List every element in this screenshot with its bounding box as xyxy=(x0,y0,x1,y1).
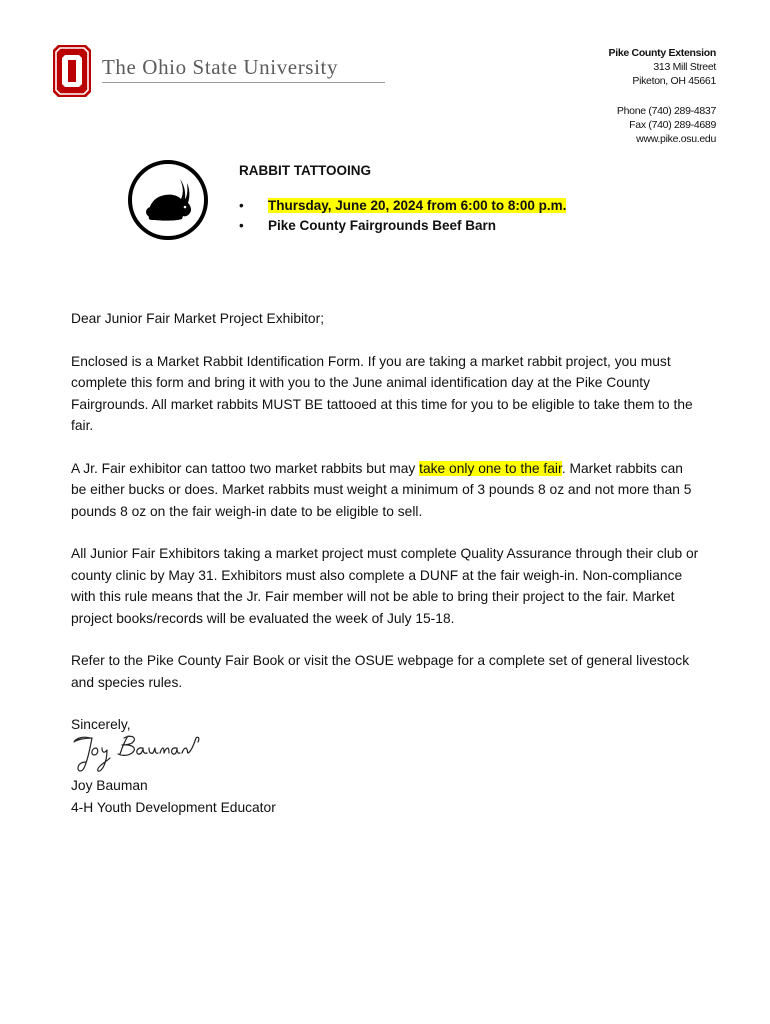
bullet: • xyxy=(239,218,244,233)
event-title: RABBIT TATTOOING xyxy=(239,163,371,178)
handwritten-signature xyxy=(70,728,210,776)
closing: Sincerely, xyxy=(71,717,131,732)
paragraph-1: Enclosed is a Market Rabbit Identification Form. If you are taking a market rabbit project, you must complete this form and bring it with you to the June animal identification day at the Pike County Fairgrounds. All market rabbits MUST BE tattooed at this time for you to be eligible to take them to the fair. xyxy=(71,353,693,433)
signer-name: Joy Bauman xyxy=(71,778,148,793)
university-name: The Ohio State University xyxy=(102,55,339,79)
office-city: Piketon, OH 45661 xyxy=(632,75,716,87)
office-fax: Fax (740) 289-4689 xyxy=(629,119,716,131)
letter-body xyxy=(71,308,701,757)
signer-block xyxy=(71,775,276,818)
logo-underline xyxy=(102,82,385,83)
office-phone: Phone (740) 289-4837 xyxy=(616,105,716,117)
event-location: Pike County Fairgrounds Beef Barn xyxy=(268,218,497,233)
bullet: • xyxy=(239,198,244,213)
paragraph-2-end: . Market rabbits can be either bucks or does. Market rabbits must weight a minimum of 3 pounds 8 oz and not more than 5 pounds 8 oz on the fair weigh-in date to be eligible to sell. xyxy=(71,460,692,519)
highlighted-text: take only one to the fair xyxy=(419,460,562,476)
paragraph-4: Refer to the Pike County Fair Book or visit the OSUE webpage for a complete set of general livestock and species rules. xyxy=(71,653,690,690)
salutation: Dear Junior Fair Market Project Exhibitor; xyxy=(71,311,325,326)
event-date: Thursday, June 20, 2024 from 6:00 to 8:00 p.m. xyxy=(268,198,567,213)
paragraph-2-start: A Jr. Fair exhibitor can tattoo two market rabbits but may xyxy=(71,460,420,476)
paragraph-2 xyxy=(71,458,701,523)
rabbit-icon xyxy=(127,159,209,241)
signer-title: 4-H Youth Development Educator xyxy=(71,799,276,815)
office-contact xyxy=(609,46,716,146)
event-info xyxy=(239,163,566,236)
event-location-item xyxy=(239,216,566,236)
office-web: www.pike.osu.edu xyxy=(636,133,716,145)
event-date-item xyxy=(239,196,566,216)
block-o-icon xyxy=(52,44,92,98)
office-street: 313 Mill Street xyxy=(653,61,716,73)
event-details xyxy=(239,196,566,236)
office-name: Pike County Extension xyxy=(608,47,716,59)
paragraph-3: All Junior Fair Exhibitors taking a market project must complete Quality Assurance through their club or county clinic by May 31. Exhibitors must also complete a DUNF at the fair weigh-in. Non-compliance with this rule means that the Jr. Fair member will not be able to bring their project to the fair. Market project books/records will be evaluated the week of July 15-18. xyxy=(71,546,699,626)
